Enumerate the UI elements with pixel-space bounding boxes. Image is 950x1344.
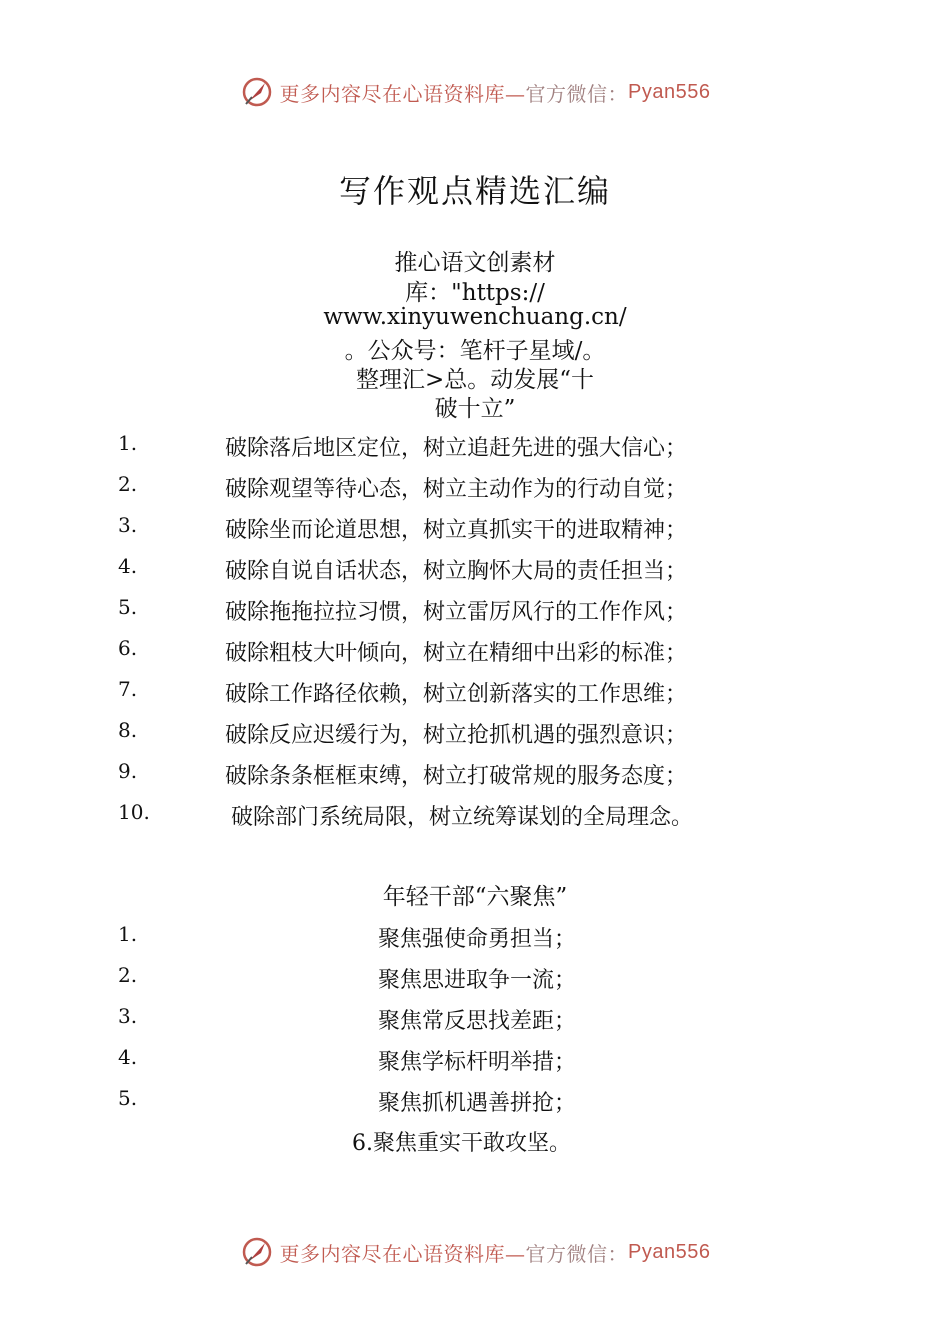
subtitle-line-6: 破十立” — [434, 396, 516, 422]
list-item-number: 7. — [118, 677, 138, 701]
list-item — [0, 718, 950, 748]
list-item-number: 1. — [118, 431, 138, 455]
list-item-text: 破除拖拖拉拉习惯，树立雷厉风行的工作作风； — [225, 600, 688, 625]
banner-text-sub: 官方微信： — [525, 1241, 629, 1266]
list-item-text: 破除坐而论道思想，树立真抓实干的进取精神； — [225, 518, 688, 543]
document-title: 写作观点精选汇编 — [338, 172, 611, 210]
subtitle-line-1: 推心语文创素材 — [394, 250, 556, 276]
list-item-number: 1. — [118, 922, 138, 946]
list-item-number: 4. — [118, 554, 138, 578]
list-item-number: 10. — [118, 800, 150, 824]
subtitle-line-4: 。公众号：笔杆子星域/。 — [344, 338, 606, 364]
banner-wechat-id: Pyan556 — [628, 1240, 711, 1263]
quill-logo-icon — [240, 75, 274, 109]
list-item-text: 破除条条框框束缚，树立打破常规的服务态度； — [225, 764, 688, 789]
list-item-number: 9. — [118, 759, 138, 783]
list-item-number: 4. — [118, 1045, 138, 1069]
list-item-number: 3. — [118, 513, 138, 537]
list-item — [0, 513, 950, 543]
list-item-text: 聚焦学标杆明举措； — [378, 1050, 577, 1075]
list-item-number: 2. — [118, 963, 138, 987]
list-item-text: 聚焦思进取争一流； — [378, 968, 577, 993]
list-item — [0, 636, 950, 666]
banner-text-sub: 官方微信： — [525, 81, 629, 106]
banner-text-main: 更多内容尽在心语资料库— — [279, 81, 526, 106]
list-item-number: 2. — [118, 472, 138, 496]
list-item-text: 破除部门系统局限，树立统筹谋划的全局理念。 — [231, 805, 694, 830]
list-item — [0, 595, 950, 625]
list-item-text: 破除粗枝大叶倾向，树立在精细中出彩的标准； — [225, 641, 688, 666]
section2-title: 年轻干部“六聚焦” — [382, 884, 568, 910]
subtitle-line-5: 整理汇>总。动发展“十 — [355, 367, 595, 393]
list-item — [0, 922, 950, 952]
list-item — [0, 431, 950, 461]
subtitle-line-2: 库："https:// — [405, 280, 545, 306]
list-item-number: 5. — [118, 595, 138, 619]
list-item-text: 聚焦常反思找差距； — [378, 1009, 577, 1034]
list-item — [0, 472, 950, 502]
list-item-text: 聚焦强使命勇担当； — [378, 927, 577, 952]
list-item — [0, 677, 950, 707]
list-item — [0, 1045, 950, 1075]
banner-text-main: 更多内容尽在心语资料库— — [279, 1241, 526, 1266]
list-item-text: 聚焦抓机遇善拼抢； — [378, 1091, 577, 1116]
list-item-text: 破除工作路径依赖，树立创新落实的工作思维； — [225, 682, 688, 707]
list-item — [0, 963, 950, 993]
list-item — [0, 759, 950, 789]
banner-wechat-id: Pyan556 — [628, 80, 711, 103]
list-item-number: 5. — [118, 1086, 138, 1110]
list-item-text: 破除落后地区定位，树立追赶先进的强大信心； — [225, 436, 688, 461]
list-item — [0, 554, 950, 584]
list-item — [0, 1004, 950, 1034]
header-watermark-banner — [0, 72, 950, 112]
list-item-number: 3. — [118, 1004, 138, 1028]
list-item — [0, 800, 950, 830]
list-item — [0, 1086, 950, 1116]
list-item-text: 破除反应迟缓行为，树立抢抓机遇的强烈意识； — [225, 723, 688, 748]
quill-logo-icon — [240, 1235, 274, 1269]
section2-last-line: 6.聚焦重实干敢攻坚。 — [352, 1131, 571, 1156]
list-item-text: 破除自说自话状态，树立胸怀大局的责任担当； — [225, 559, 688, 584]
subtitle-line-3: www.xinyuwenchuang.cn/ — [323, 304, 627, 330]
footer-watermark-banner — [0, 1232, 950, 1272]
list-item-number: 6. — [118, 636, 138, 660]
list-item-text: 破除观望等待心态，树立主动作为的行动自觉； — [225, 477, 688, 502]
list-item-number: 8. — [118, 718, 138, 742]
